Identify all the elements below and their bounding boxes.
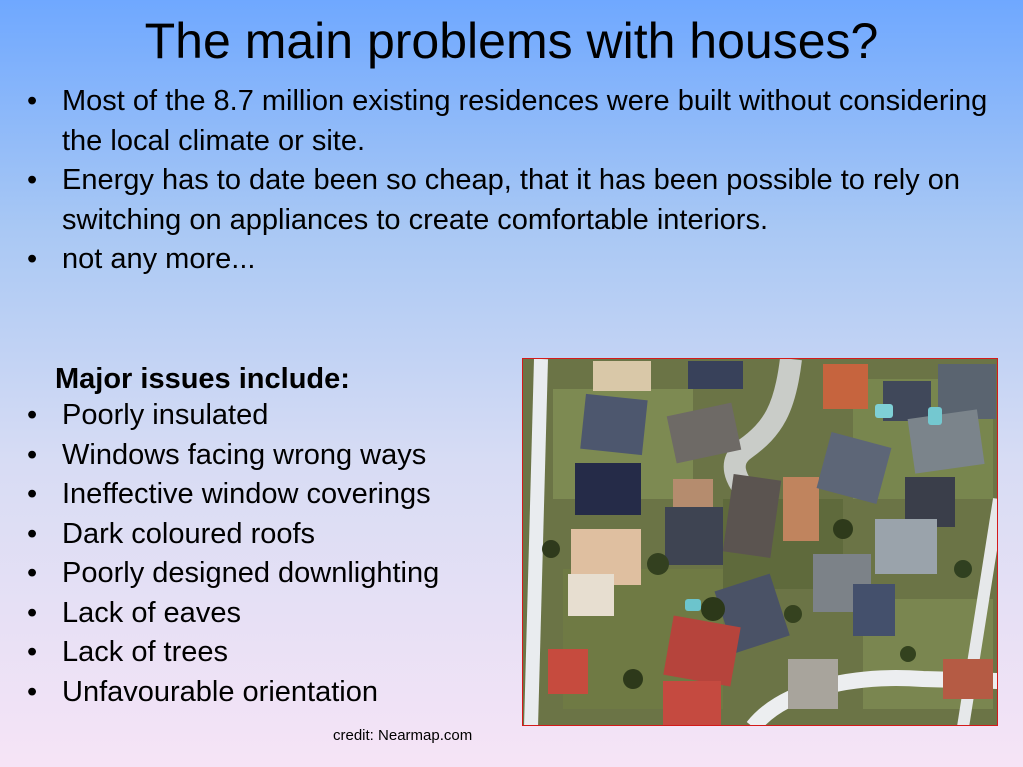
- list-item: [27, 82, 1002, 161]
- bullet: •: [27, 517, 38, 550]
- issue-text: Unfavourable orientation: [62, 675, 378, 708]
- bullet: •: [27, 85, 38, 117]
- list-item: [27, 436, 517, 476]
- list-item: [27, 475, 517, 515]
- bullet: •: [27, 478, 38, 510]
- aerial-photo-drawing: [523, 359, 998, 726]
- issue-text: Lack of eaves: [62, 596, 241, 629]
- image-credit: credit: Nearmap.com: [333, 727, 473, 744]
- issue-text: Dark coloured roofs: [62, 517, 316, 550]
- bullet: •: [27, 164, 38, 196]
- list-item: [27, 515, 517, 555]
- list-item: [27, 396, 517, 436]
- slide-title: The main problems with houses?: [144, 13, 879, 69]
- issues-heading: Major issues include:: [55, 363, 350, 395]
- main-points-list: [27, 82, 1002, 280]
- point-text: Most of the 8.7 million existing residences were built without considering the local climate or site.: [62, 85, 988, 157]
- bullet: •: [27, 675, 38, 708]
- issue-text: Ineffective window coverings: [62, 478, 431, 510]
- issues-list: [27, 396, 517, 712]
- list-item: [27, 594, 517, 634]
- issue-text: Poorly designed downlighting: [62, 557, 440, 589]
- bullet: •: [27, 636, 38, 668]
- bullet: •: [27, 438, 38, 471]
- issue-text: Windows facing wrong ways: [62, 438, 427, 471]
- point-text: Energy has to date been so cheap, that it has been possible to rely on switching on appliances to create comfortable interiors.: [62, 164, 960, 236]
- list-item: [27, 240, 1002, 280]
- point-text: not any more...: [62, 243, 256, 275]
- list-item: [27, 161, 1002, 240]
- list-item: [27, 554, 517, 594]
- bullet: •: [27, 557, 38, 589]
- issue-text: Poorly insulated: [62, 399, 269, 431]
- list-item: [27, 633, 517, 673]
- list-item: [27, 673, 517, 713]
- bullet: •: [27, 596, 38, 629]
- bullet: •: [27, 399, 38, 431]
- issue-text: Lack of trees: [62, 636, 229, 668]
- bullet: •: [27, 243, 38, 275]
- aerial-suburb-photo: [522, 358, 998, 726]
